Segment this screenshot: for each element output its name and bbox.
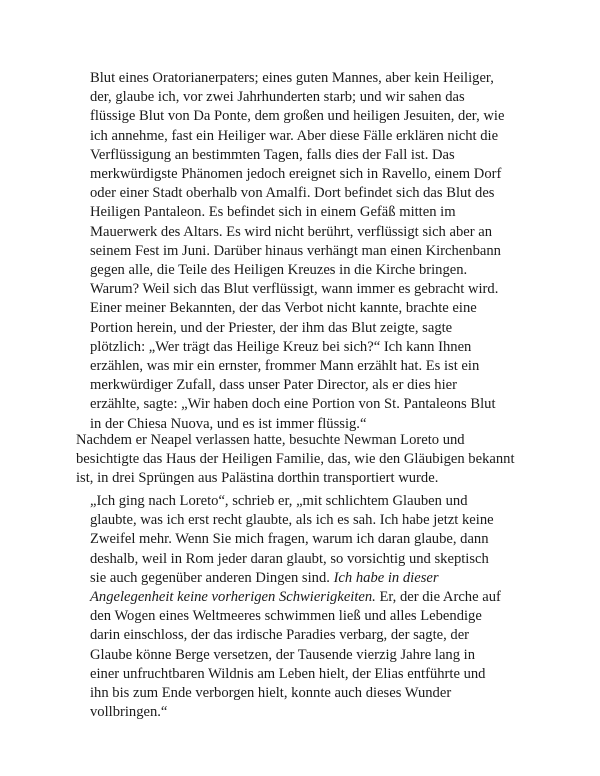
text-line: darin einschloss, der das irdische Paradies verbarg, der sagte, der: [90, 627, 470, 644]
text-line: Heiligen Pantaleon. Es befindet sich in einem Gefäß mitten im: [90, 204, 456, 221]
text-line: Glaube könne Berge versetzen, der Tausende vierzig Jahre lang in: [90, 646, 476, 663]
text-line: einer unfruchtbaren Wildnis am Leben hielt, der Elias entführte und: [90, 665, 486, 682]
text-line: plötzlich: „Wer trägt das Heilige Kreuz bei sich?“ Ich kann Ihnen: [90, 338, 472, 355]
text-line: Verflüssigung an bestimmten Tagen, falls dies der Fall ist. Das: [90, 146, 455, 163]
text-line: glaubte, was ich erst recht glaubte, als ich es sah. Ich habe jetzt keine: [90, 512, 494, 529]
text-line: seinem Fest im Juni. Darüber hinaus verhängt man einen Kirchenbann: [90, 242, 501, 259]
text-line: Zweifel mehr. Wenn Sie mich fragen, warum ich daran glaube, dann: [90, 531, 489, 548]
text-line: merkwürdiger Zufall, dass unser Pater Director, als er dies hier: [90, 377, 457, 394]
text-line: Mauerwerk des Altars. Es wird nicht berührt, verflüssigt sich aber an: [90, 223, 493, 240]
text-line: Nachdem er Neapel verlassen hatte, besuchte Newman Loreto und: [76, 432, 465, 448]
italic-run: Ich habe in dieser: [333, 569, 439, 586]
italic-run: Angelegenheit keine vorherigen Schwierigkeiten.: [90, 589, 376, 606]
text-line: oder einer Stadt oberhalb von Amalfi. Dort befindet sich das Blut des: [90, 185, 495, 202]
text-line: der, glaube ich, vor zwei Jahrhunderten starb; und wir sahen das: [90, 89, 465, 106]
text-line: flüssige Blut von Da Ponte, dem großen und heiligen Jesuiten, der, wie: [90, 108, 505, 125]
body-paragraph-loreto: [76, 431, 536, 489]
text-line: erzählte, sagte: „Wir haben doch eine Portion von St. Pantaleons Blut: [90, 396, 496, 413]
text-line: erzählen, was mir ein ernster, frommer Mann erzählt hat. Es ist ein: [90, 358, 480, 375]
text-line-mixed: [90, 588, 530, 607]
text-run: sie auch gegenüber anderen Dingen sind.: [90, 569, 330, 586]
block-quote-ravello: [90, 69, 530, 434]
text-line: vollbringen.“: [90, 704, 168, 721]
text-line-mixed: [90, 569, 530, 588]
text-line: Blut eines Oratorianerpaters; eines guten Mannes, aber kein Heiliger,: [90, 70, 494, 86]
text-line: ist, in drei Sprüngen aus Palästina dorthin transportiert wurde.: [76, 470, 439, 487]
text-line: Einer meiner Bekannten, der das Verbot nicht kannte, brachte eine: [90, 300, 477, 317]
text-line: ich annehme, fast ein Heiliger war. Aber diese Fälle erklären nicht die: [90, 127, 499, 144]
block-quote-loreto: [90, 492, 530, 722]
text-line: Portion herein, und der Priester, der ihm das Blut zeigte, sagte: [90, 319, 453, 336]
text-line: „Ich ging nach Loreto“, schrieb er, „mit schlichtem Glauben und: [90, 493, 468, 509]
text-line: in der Chiesa Nuova, und es ist immer flüssig.“: [90, 415, 367, 432]
text-line: ihn bis zum Ende verborgen hielt, konnte auch dieses Wunder: [90, 685, 452, 702]
text-run: Er, der die Arche auf: [375, 589, 501, 606]
text-line: deshalb, weil in Rom jeder daran glaubt, so vorsichtig und skeptisch: [90, 550, 489, 567]
text-line: besichtigte das Haus der Heiligen Familie, das, wie den Gläubigen bekannt: [76, 451, 515, 468]
text-line: Warum? Weil sich das Blut verflüssigt, wann immer es gebracht wird.: [90, 281, 499, 298]
text-line: den Wogen eines Weltmeeres schwimmen ließ und alles Lebendige: [90, 608, 482, 625]
text-line: merkwürdigste Phänomen jedoch ereignet sich in Ravello, einem Dorf: [90, 166, 502, 183]
text-line: gegen alle, die Teile des Heiligen Kreuzes in die Kirche bringen.: [90, 262, 468, 279]
